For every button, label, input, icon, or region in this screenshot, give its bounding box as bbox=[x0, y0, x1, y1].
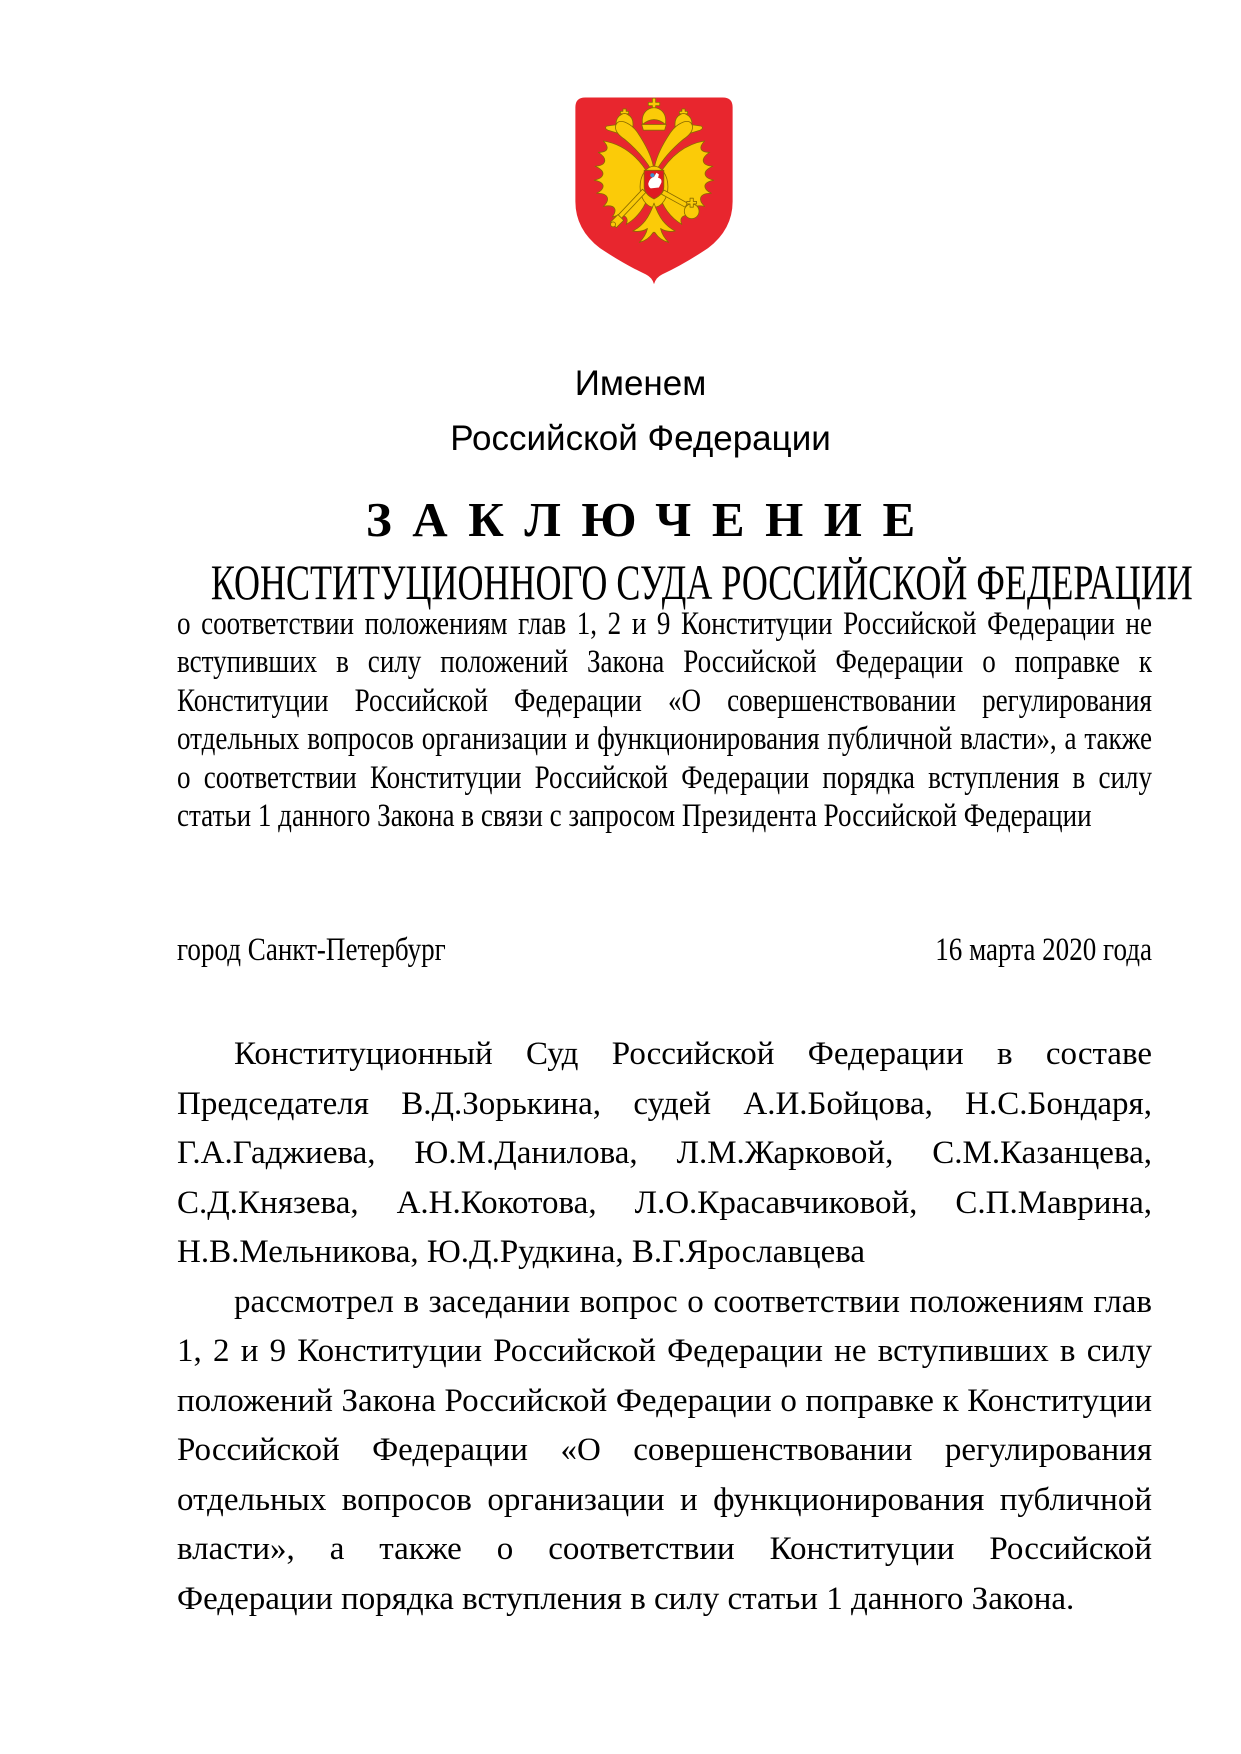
emblem-rider-cape bbox=[650, 173, 654, 177]
coat-of-arms-russia-icon bbox=[572, 95, 736, 285]
in-the-name-line1: Именем bbox=[574, 364, 707, 403]
place-date-line bbox=[177, 930, 1152, 970]
place-label: город Санкт-Петербург bbox=[177, 932, 446, 968]
preamble-text: о соответствии положениям глав 1, 2 и 9 Конституции Российской Федерации не вступивших в силу положений Закона Российской Федерации о поправке к Конституции Российской Федерации «О совершенствовании регулирования отдельных вопросов организации и функционирования публичной власти», а также о соответствии Конституции Российской Федерации порядка вступления в силу статьи 1 данного Закона в связи с запросом Президента Российской Федерации bbox=[177, 606, 1152, 835]
document-subtitle-text: КОНСТИТУЦИОННОГО СУДА РОССИЙСКОЙ ФЕДЕРАЦИИ bbox=[210, 554, 1193, 610]
paragraph-judges: Конституционный Суд Российской Федерации в составе Председателя В.Д.Зорькина, судей А.И.Бойцова, Н.С.Бондаря, Г.А.Гаджиева, Ю.М.Данилова, Л.М.Жарковой, С.М.Казанцева, С.Д.Князева, А.Н.Кокотова, Л.О.Красавчиковой, С.П.Маврина, Н.В.Мельникова, Ю.Д.Рудкина, В.Г.Ярославцева bbox=[177, 1036, 1152, 1270]
preamble-block bbox=[177, 605, 1152, 835]
document-title-text: ЗАКЛЮЧЕНИЕ bbox=[365, 492, 936, 547]
document-subtitle bbox=[20, 556, 1241, 608]
date-label: 16 марта 2020 года bbox=[935, 932, 1152, 968]
in-the-name-block bbox=[20, 356, 1241, 466]
paragraph-considered: рассмотрел в заседании вопрос о соответствии положениям глав 1, 2 и 9 Конституции Российской Федерации не вступивших в силу положений Закона Российской Федерации о поправке к Конституции Российской Федерации «О совершенствовании регулирования отдельных вопросов организации и функционирования публичной власти», а также о соответствии Конституции Российской Федерации порядка вступления в силу статьи 1 данного Закона. bbox=[177, 1283, 1152, 1617]
document-title bbox=[20, 494, 1241, 546]
body-text bbox=[177, 1030, 1152, 1624]
in-the-name-line2: Российской Федерации bbox=[450, 419, 831, 458]
